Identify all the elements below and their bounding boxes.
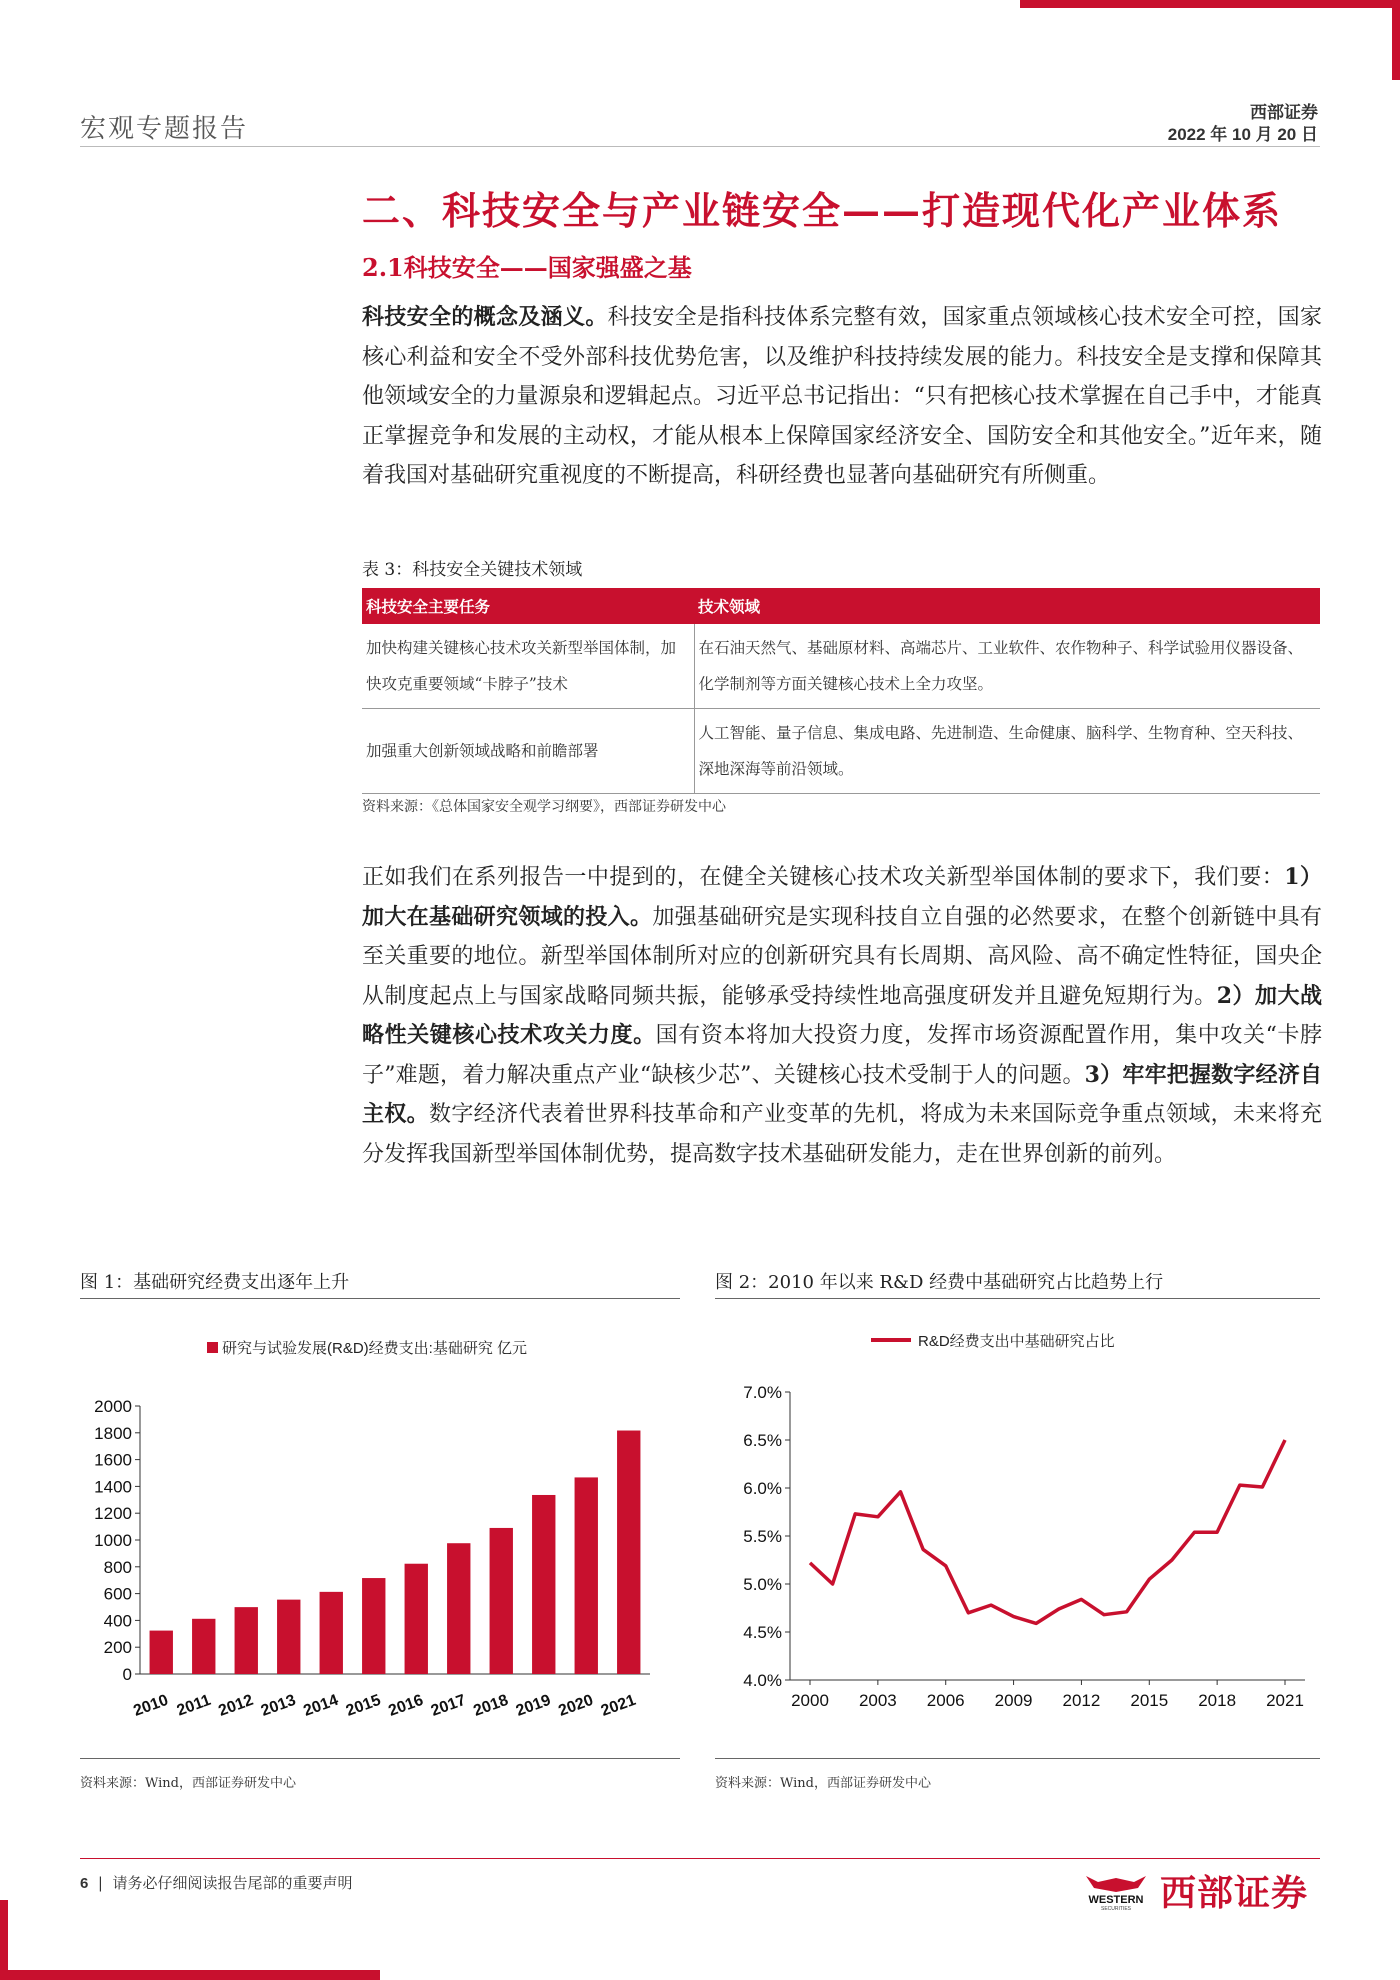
logo-english: WESTERN [1088,1894,1144,1906]
table-caption: 表 3：科技安全关键技术领域 [362,560,583,580]
para2-bold-3: 3）牢牢把握数字经济自主权。 [362,1061,1322,1127]
top-red-border [1020,0,1400,18]
bar [532,1495,555,1674]
legend-swatch [207,1342,218,1353]
x-tick-label: 2013 [258,1691,299,1720]
table-row [362,624,1320,709]
section-subtitle: 2.1科技安全——国家强盛之基 [362,253,692,282]
x-tick-label: 2000 [791,1691,829,1710]
header-date: 2022 年 10 月 20 日 [1167,125,1318,144]
para2-text-1: 正如我们在系列报告一中提到的，在健全关键核心技术攻关新型举国体制的要求下，我们要： [362,865,1285,890]
x-tick-label: 2018 [471,1691,511,1720]
y-tick-label: 200 [103,1638,132,1658]
para2-text-2: 加强基础研究是实现科技自立自强的必然要求，在整个创新链中具有至关重要的地位。新型举国体制所对应的创新研究具有长周期、高风险、高不确定性特征，国央企从制度起点上与国家战略同频共振，能够承受持续性地高强度研发并且避免短期行为。 [362,904,1322,1009]
y-tick-label: 6.0% [743,1479,782,1498]
x-tick-label: 2015 [343,1691,384,1720]
x-tick-label: 2015 [1130,1691,1169,1710]
series-line [810,1440,1285,1623]
fig1-title-divider [80,1298,680,1299]
para1-lead: 科技安全的概念及涵义。 [362,304,608,330]
bar [277,1600,300,1674]
x-tick-label: 2018 [1198,1691,1237,1710]
y-tick-label: 1800 [94,1423,132,1443]
x-tick-label: 2009 [994,1691,1033,1710]
table-source: 资料来源：《总体国家安全观学习纲要》，西部证券研发中心 [362,799,726,815]
table-header-cell: 技术领域 [694,588,1320,624]
table-header-cell: 科技安全主要任务 [362,588,694,624]
bar [150,1631,173,1674]
footer-notice [80,1872,353,1893]
y-tick-label: 7.0% [743,1383,782,1402]
bottom-red-border [0,1970,380,1980]
section-title: 二、科技安全与产业链安全——打造现代化产业体系 [362,188,1283,233]
fig1-chart [80,1306,680,1746]
x-tick-label: 2017 [428,1691,469,1720]
x-tick-label: 2012 [1062,1691,1101,1710]
bar [235,1607,258,1674]
bar [575,1477,598,1674]
header-company: 西部证券 [1250,103,1318,123]
y-tick-label: 0 [122,1665,132,1684]
x-tick-label: 2014 [301,1691,341,1720]
logo-english-sub: SECURITIES [1100,1906,1132,1912]
y-tick-label: 800 [103,1557,132,1577]
table-cell: 加快构建关键核心技术攻关新型举国体制，加快攻克重要领域“卡脖子”技术 [362,624,694,709]
tech-domain-table [362,588,1320,794]
fig2-chart [715,1306,1320,1746]
fig2-source-divider [715,1758,1320,1759]
bar [447,1543,470,1674]
y-tick-label: 600 [103,1584,132,1604]
para1-text: 科技安全是指科技体系完整有效，国家重点领域核心技术安全可控，国家核心利益和安全不受外部科技优势危害，以及维护科技持续发展的能力。科技安全是支撑和保障其他领域安全的力量源泉和逻辑起点。习近平总书记指出：“只有把核心技术掌握在自己手中，才能真正掌握竞争和发展的主动权，才能从根本上保障国家经济安全、国防安全和其他安全。”近年来，随着我国对基础研究重视度的不断提高，科研经费也显著向基础研究有所侧重。 [362,305,1322,488]
fig2-title-divider [715,1298,1320,1299]
x-tick-label: 2021 [598,1691,639,1720]
bar [362,1578,385,1674]
footer-divider [80,1858,1320,1859]
paragraph-1 [362,298,1322,496]
para2-text-4: 数字经济代表着世界科技革命和产业变革的先机，将成为未来国际竞争重点领域，未来将充分发挥我国新型举国体制优势，提高数字技术基础研发能力，走在世界创新的前列。 [362,1102,1322,1167]
fig2-title: 图 2：2010 年以来 R&D 经费中基础研究占比趋势上行 [715,1272,1164,1293]
company-logo-text: 西部证券 [1160,1872,1309,1914]
table-header-row [362,588,1320,624]
x-tick-label: 2011 [174,1691,214,1720]
fig2-source: 资料来源：Wind，西部证券研发中心 [715,1776,931,1791]
x-tick-label: 2021 [1266,1691,1304,1710]
para2-text-3: 国有资本将加大投资力度，发挥市场资源配置作用，集中攻关“卡脖子”难题，着力解决重点产业“缺核少芯”、关键核心技术受制于人的问题。 [362,1023,1322,1088]
y-tick-label: 400 [103,1611,132,1631]
y-tick-label: 5.0% [743,1575,782,1594]
y-tick-label: 1200 [94,1504,132,1524]
y-tick-label: 4.0% [743,1671,782,1690]
legend-label: 研究与试验发展(R&D)经费支出:基础研究 亿元 [222,1340,527,1357]
header-divider [80,146,1320,147]
bar [617,1431,640,1674]
para2-bold-2: 2）加大战略性关键核心技术攻关力度。 [362,982,1322,1048]
fig1-source: 资料来源：Wind，西部证券研发中心 [80,1776,296,1791]
x-tick-label: 2020 [556,1691,596,1720]
legend-label: R&D经费支出中基础研究占比 [918,1333,1115,1350]
x-tick-label: 2019 [513,1691,554,1720]
fig1-source-divider [80,1758,680,1759]
bar [490,1528,513,1674]
bar [320,1592,343,1674]
footer-separator: | [97,1874,103,1892]
bar [192,1619,215,1674]
y-tick-label: 6.5% [743,1431,782,1450]
y-tick-label: 4.5% [743,1623,782,1642]
top-red-bar [1392,0,1400,80]
company-logo-icon [1078,1872,1154,1912]
x-tick-label: 2006 [926,1691,965,1710]
x-tick-label: 2010 [131,1691,171,1720]
paragraph-2 [362,858,1322,1174]
y-tick-label: 5.5% [743,1527,782,1546]
x-tick-label: 2016 [386,1691,426,1720]
bar [405,1564,428,1674]
report-type: 宏观专题报告 [80,114,249,144]
x-tick-label: 2003 [858,1691,897,1710]
para2-bold-1: 1）加大在基础研究领域的投入。 [362,864,1322,930]
y-tick-label: 1400 [94,1477,132,1497]
x-tick-label: 2012 [216,1691,256,1720]
table-cell: 在石油天然气、基础原材料、高端芯片、工业软件、农作物种子、科学试验用仪器设备、化学制剂等方面关键核心技术上全力攻坚。 [694,624,1320,709]
y-tick-label: 1600 [94,1450,132,1470]
table-cell: 加强重大创新领域战略和前瞻部署 [362,709,694,794]
table-row [362,709,1320,794]
fig1-title: 图 1：基础研究经费支出逐年上升 [80,1272,350,1293]
y-tick-label: 1000 [94,1531,132,1550]
y-tick-label: 2000 [94,1397,132,1416]
table-cell: 人工智能、量子信息、集成电路、先进制造、生命健康、脑科学、生物育种、空天科技、深地深海等前沿领域。 [694,709,1320,794]
page-number: 6 [80,1875,89,1892]
footer-notice-text: 请务必仔细阅读报告尾部的重要声明 [112,1874,353,1892]
bottom-red-bar [0,1900,8,1980]
